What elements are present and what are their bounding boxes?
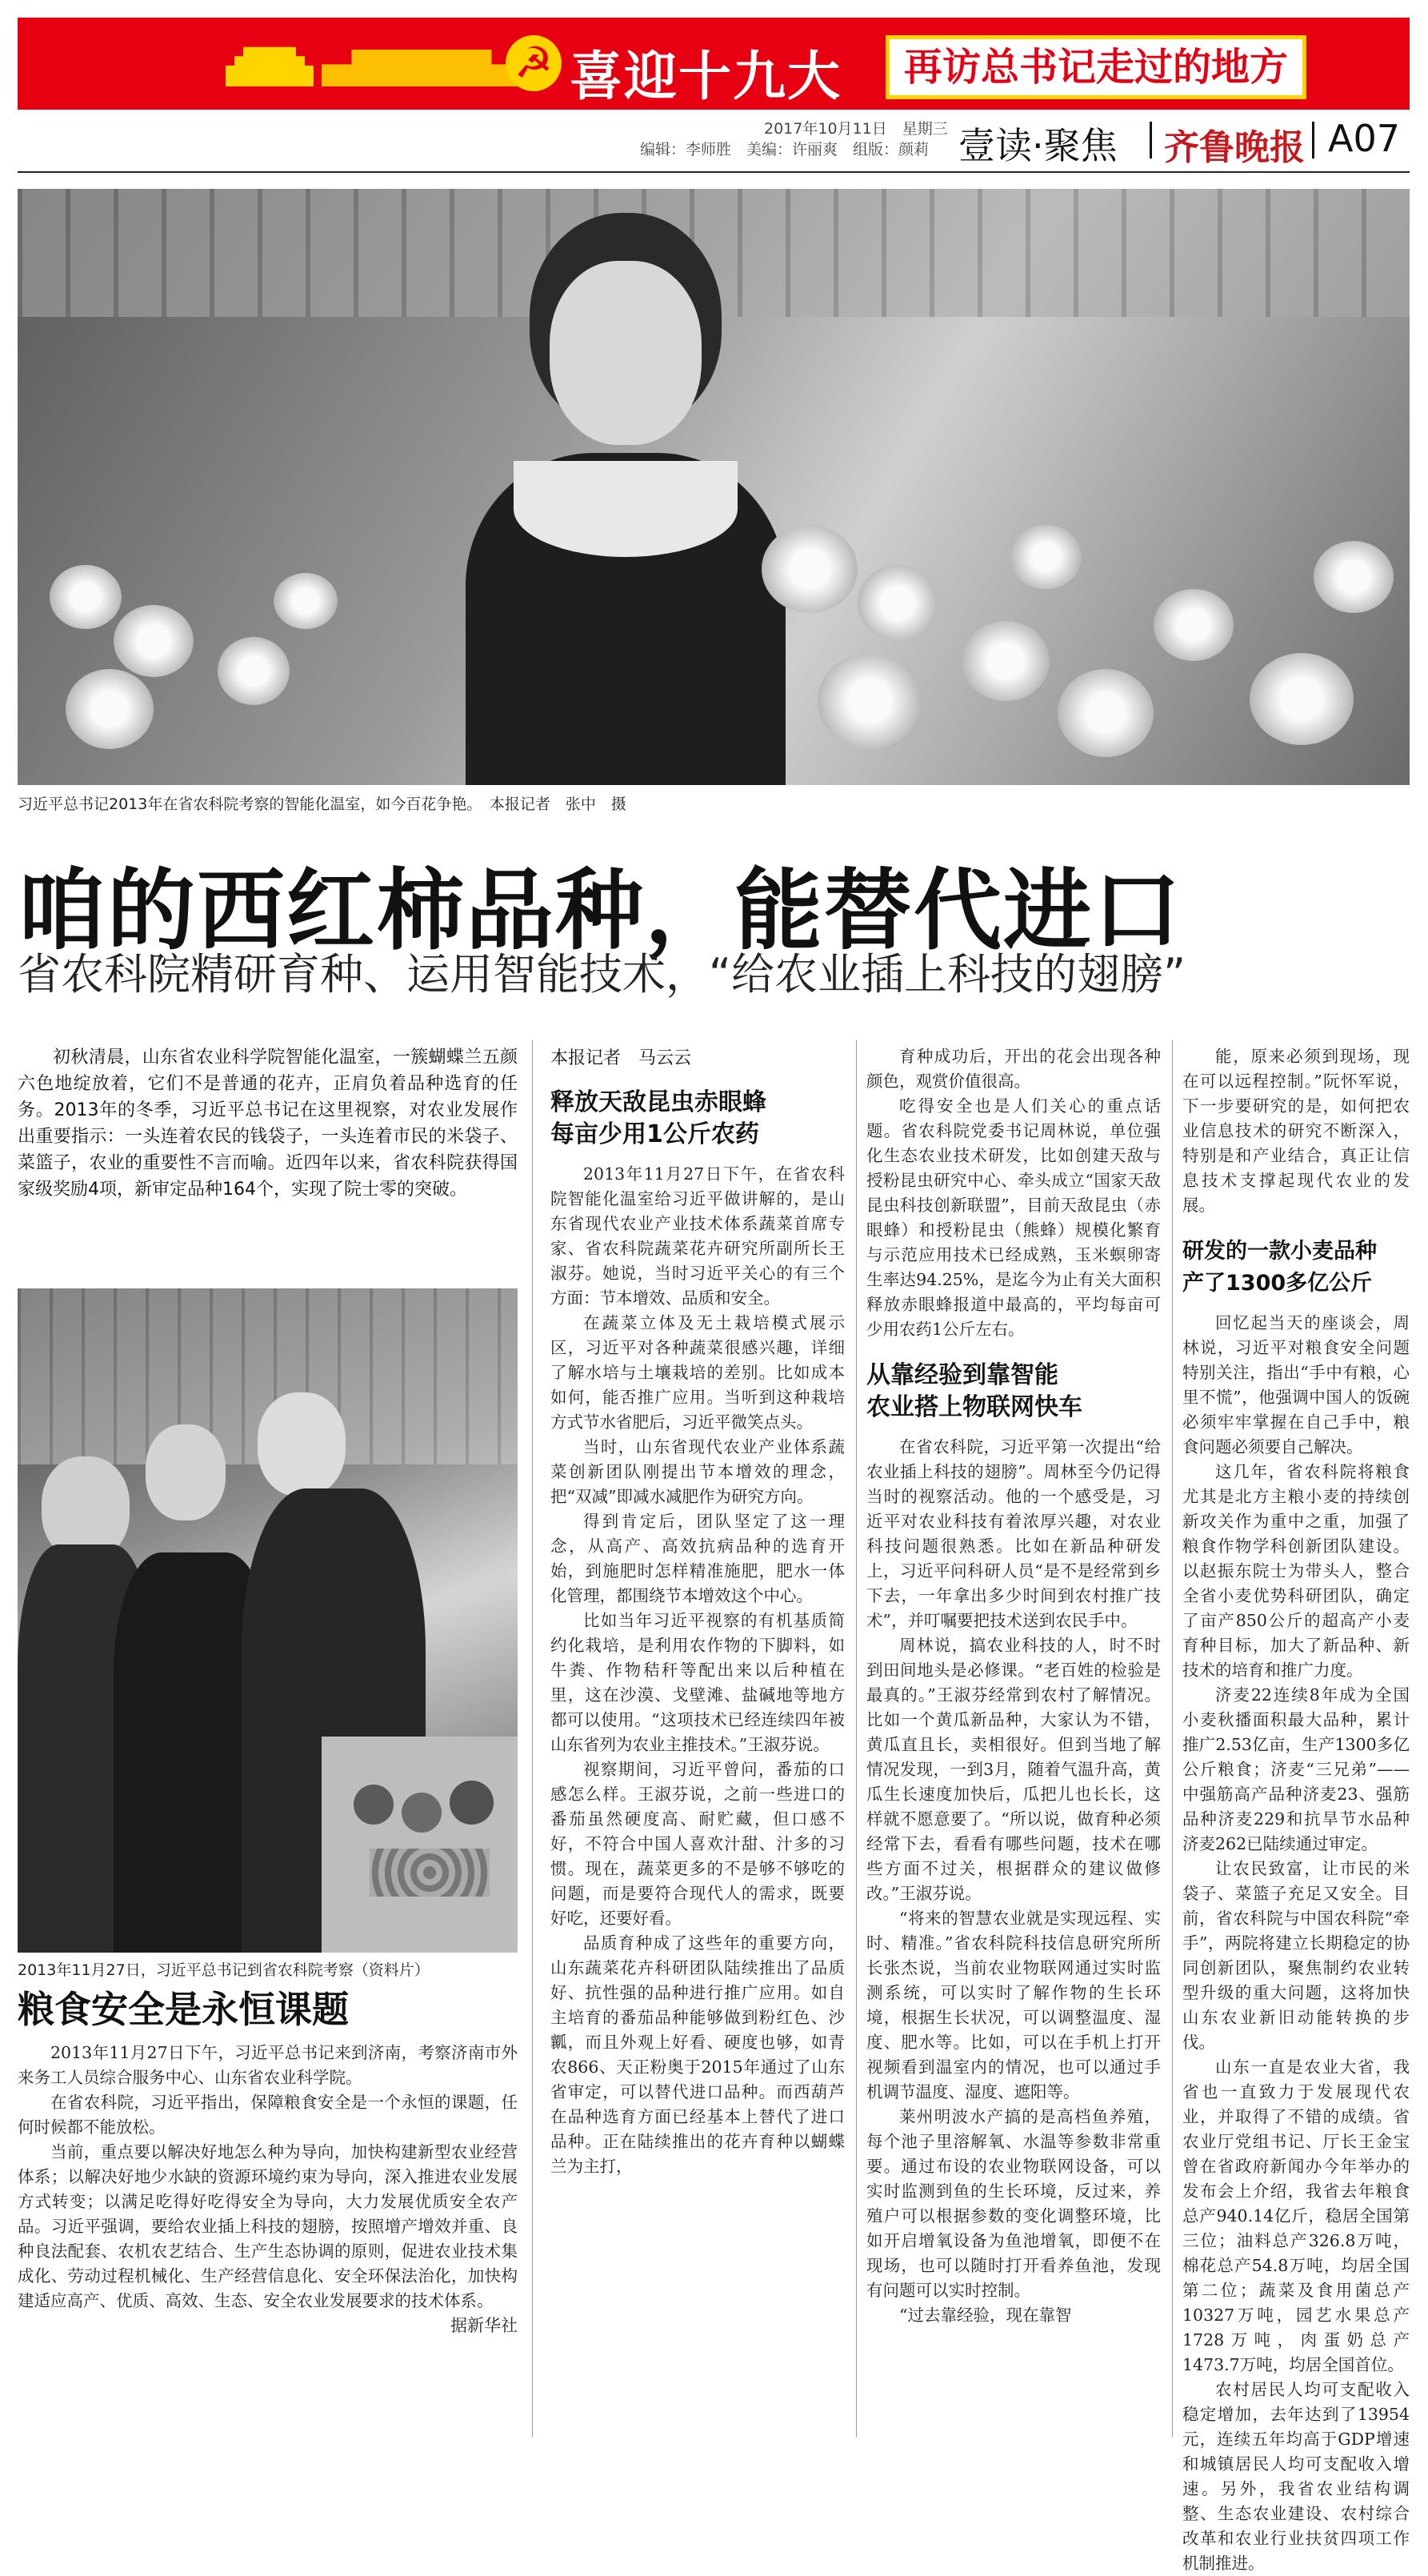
article-paragraph: 吃得安全也是人们关心的重点话题。省农科院党委书记周林说，单位强化生态农业技术研发，比如创建天敌与授粉昆虫研究中心、牵头成立“国家天敌昆虫科技创新联盟”，目前天敌昆虫（赤眼蜂）和授粉昆虫（熊蜂）规模化繁育与示范应用技术已经成熟，玉米螟卵寄生率达94.25%，是迄今为止有关大面积释放赤眼蜂报道中最高的，平均每亩可少用农药1公斤左右。 [866,1096,1161,1339]
section-head-2: 从靠经验到靠智能 农业搭上物联网快车 [866,1361,1082,1421]
article-paragraph: 济麦22连续8年成为全国小麦秋播面积最大品种，累计推广2.53亿亩，生产1300多亿公斤粮食；济麦“三兄弟”——中强筋高产品种济麦23、强筋品种济麦229和抗旱节水品种济麦262已陆续通过审定。 [1182,1685,1410,1853]
article-paragraph: “过去靠经验，现在靠智 [899,2306,1072,2325]
article-paragraph: 回忆起当天的座谈会，周林说，习近平对粮食安全问题特别关注，指出“手中有粮，心里不慌”，他强调中国人的饭碗必须牢牢掌握在自己手中，粮食问题必须要自己解决。 [1182,1313,1410,1456]
column-3 [866,1044,1161,2328]
newspaper-name: 齐鲁晚报 [1164,127,1305,168]
section-head-1: 释放天敌昆虫赤眼蜂 每亩少用1公斤农药 [550,1088,766,1148]
article-paragraph: 视察期间，习近平曾问，番茄的口感怎么样。王淑芬说，之前一些进口的番茄虽然硬度高、耐贮藏，但口感不好，不符合中国人喜欢汁甜、汁多的习惯。现在，蔬菜更多的不是够不够吃的问题，而是要符合现代人的需求，既要好吃，还要好看。 [550,1760,845,1928]
column-rule [856,1040,857,2437]
sidebar-title: 粮食安全是永恒课题 [18,1988,349,2031]
article-paragraph: 莱州明波水产搞的是高档鱼养殖，每个池子里溶解氧、水温等参数非常重要。通过布设的农业物联网设备，可以实时监测到鱼的生长环境，反过来，养殖户可以根据参数的变化调整环境，比如开启增氧设备为鱼池增氧，即便不在现场，也可以随时打开看养鱼池，发现有问题可以实时控制。 [866,2107,1161,2300]
article-paragraph: 让农民致富，让市民的米袋子、菜篮子充足又安全。目前，省农科院与中国农科院“牵手”，两院将建立长期稳定的协同创新团队，聚焦制约农业转型升级的重大问题，这将加快山东农业新旧动能转换的步伐。 [1182,1859,1410,2052]
byline: 本报记者 马云云 [550,1048,692,1068]
article-paragraph: 在省农科院，习近平第一次提出“给农业插上科技的翅膀”。周林至今仍记得当时的视察活动。他的一个感受是，习近平对农业科技有着浓厚兴趣，对农业科技问题很熟悉。比如在新品种研发上，习近平问科研人员“是不是经常到乡下去，一年拿出多少时间到农村推广技术”，并叮嘱要把技术送到农民手中。 [866,1437,1161,1630]
article-paragraph: 比如当年习近平视察的有机基质简约化栽培，是利用农作物的下脚料，如牛粪、作物秸秆等配出来以后种植在里，这在沙漠、戈壁滩、盐碱地等地方都可以使用。“这项技术已经连续四年被山东省列为农业主推技术。”王淑芬说。 [550,1611,845,1754]
sidebar-paragraph: 在省农科院，习近平指出，保障粮食安全是一个永恒的课题，任何时候都不能放松。 [18,2093,518,2137]
column-rule [1172,1040,1173,2437]
article-paragraph: 山东一直是农业大省，我省也一直致力于发展现代农业，并取得了不错的成绩。省农业厅党组书记、厅长王金宝曾在省政府新闻办今年举办的发布会上介绍，我省去年粮食总产940.14亿斤，稳居全国第三位；油料总产326.8万吨，棉花总产54.8万吨，均居全国第二位；蔬菜及食用菌总产10327万吨，园艺水果总产1728万吨，肉蛋奶总产1473.7万吨，均居全国首位。 [1182,2057,1410,2374]
article-paragraph: 能，原来必须到现场，现在可以远程控制。”阮怀军说，下一步要研究的是，如何把农业信息技术的研究不断深入，特别是和产业结合，真正让信息技术支撑起现代农业的发展。 [1182,1047,1410,1215]
header-rule [18,171,1410,173]
column-4 [1182,1044,1410,2576]
column-2 [550,1044,845,2179]
top-banner [18,18,1410,110]
lead-paragraph [18,1044,518,1203]
article-paragraph: 农村居民人均可支配收入稳定增加，去年达到了13954元，连续五年均高于GDP增速和城镇居民人均可支配收入增速。另外，我省农业结构调整、生态农业建设、农村综合改革和农业行业扶贫四项工作机制推进。 [1182,2380,1410,2573]
photo2-caption: 2013年11月27日，习近平总书记到省农科院考察（资料片） [18,1961,430,1979]
section-head-3: 研发的一款小麦品种 产了1300多亿公斤 [1182,1239,1377,1296]
column-4-body-b [1182,1311,1410,2576]
page-number: A07 [1328,117,1401,160]
sidebar-paragraph: 当前，重点要以解决好地怎么种为导向，加快构建新型农业经营体系；以解决好地少水缺的资源环境约束为导向，深入推进农业发展方式转变；以满足吃得好吃得安全为导向，大力发展优质安全农产品。习近平强调，要给农业插上科技的翅膀，按照增产增效并重、良种良法配套、农机农艺结合、生产生态协调的原则，促进农业技术集成化、劳动过程机械化、生产经营信息化、安全环保法治化，加快构建适应高产、优质、高效、生态、安全农业发展要求的技术体系。 [18,2142,518,2310]
article-paragraph: 这几年，省农科院将粮食尤其是北方主粮小麦的持续创新攻关作为重中之重，加强了粮食作物学科创新团队建设。以赵振东院士为带头人，整合全省小麦优势科研团队，确定了亩产850公斤的超高产小麦育种目标，加大了新品种、新技术的培育和推广力度。 [1182,1462,1410,1680]
photo1-caption: 习近平总书记2013年在省农科院考察的智能化温室，如今百花争艳。 本报记者 张中 摄 [18,795,626,813]
article-paragraph: 品质育种成了这些年的重要方向，山东蔬菜花卉科研团队陆续推出了品质好、抗性强的品种进行推广应用。如自主培育的番茄品种能够做到粉红色、沙瓤，而且外观上好看、硬度也够，如青农866、天正粉奥于2015年通过了山东省审定，可以替代进口品种。而西葫芦在品种选育方面已经基本上替代了进口品种。正在陆续推出的花卉育种以蝴蝶兰为主打， [550,1933,845,2176]
section-title: 壹读·聚焦 [958,124,1118,167]
article-paragraph: 育种成功后，开出的花会出现各种颜色，观赏价值很高。 [866,1047,1161,1091]
column-3-body-a [866,1044,1161,1342]
sidebar-paragraph: 2013年11月27日下午，习近平总书记来到济南，考察济南市外来务工人员综合服务中心、山东省农业科学院。 [18,2043,518,2087]
header-divider [1150,122,1152,158]
column-4-body-a [1182,1044,1410,1218]
column-2-body [550,1162,845,2179]
article-paragraph: 周林说，搞农业科技的人，时不时到田间地头是必修课。“老百姓的检验是最真的。”王淑芬经常到农村了解情况。比如一个黄瓜新品种，大家认为不错，黄瓜直且长，卖相很好。但到当地了解情况发现，一到3月，随着气温升高，黄瓜生长速度加快后，瓜把儿也长长，这样就不愿意要了。“所以说，做育种必须经常下去，看看有哪些问题，技术在哪些方面不过关，根据群众的建议做修改。”王淑芬说。 [866,1636,1161,1903]
party-emblem-icon: ☭ [506,35,562,91]
sidebar-body [18,2041,518,2338]
banner-slogan: 喜迎十九大 [570,46,842,107]
tiananmen-icon [226,40,314,86]
column-3-body-b [866,1435,1161,2328]
gate-silhouette-icon [322,50,522,86]
inspection-photo [18,1288,518,1953]
article-paragraph: 在蔬菜立体及无土栽培模式展示区，习近平对各种蔬菜很感兴趣，详细了解水培与土壤栽培的差别。比如成本如何，能否推广应用。当听到这种栽培方式节水省肥后，习近平微笑点头。 [550,1313,845,1432]
greenhouse-photo [18,189,1410,785]
issue-date: 2017年10月11日 星期三 [764,120,948,138]
article-paragraph: “将来的智慧农业就是实现远程、实时、精准。”省农科院科技信息研究所所长张杰说，当前农业物联网通过实时监测系统，可以实时了解作物的生长环境，根据生长状况，可以调整温度、湿度、肥水等。比如，可以在手机上打开视频看到温室内的情况，也可以通过手机调节温度、湿度、遮阳等。 [866,1909,1161,2101]
article-paragraph: 2013年11月27日下午，在省农科院智能化温室给习近平做讲解的，是山东省现代农业产业技术体系蔬菜首席专家、省农科院蔬菜花卉研究所副所长王淑芬。她说，当时习近平关心的有三个方面：节本增效、品质和安全。 [550,1164,845,1308]
article-paragraph: 得到肯定后，团队坚定了这一理念，从高产、高效抗病品种的选育开始，到施肥时怎样精准施肥，肥水一体化管理，都围绕节本增效这个中心。 [550,1512,845,1605]
article-paragraph: 当时，山东省现代农业产业体系蔬菜创新团队刚提出节本增效的理念，把“双减”即减水减肥作为研究方向。 [550,1437,845,1506]
lead-text: 初秋清晨，山东省农业科学院智能化温室，一簇蝴蝶兰五颜六色地绽放着，它们不是普通的花卉，正肩负着品种选育的任务。2013年的冬季，习近平总书记在这里视察，对农业发展作出重要指示：一头连着农民的钱袋子，一头连着市民的米袋子、菜篮子，农业的重要性不言而喻。近四年以来，省农科院获得国家级奖励4项，新审定品种164个，实现了院士零的突破。 [18,1048,518,1200]
banner-subtitle: 再访总书记走过的地方 [886,35,1306,99]
main-headline: 咱的西红柿品种，能替代进口 [18,859,1182,962]
column-rule [532,1040,533,2437]
header-divider [1312,122,1314,158]
sidebar-source: 据新华社 [450,2316,518,2335]
editor-credits: 编辑：李师胜 美编：许丽爽 组版：颜莉 [640,141,930,158]
sub-headline: 省农科院精研育种、运用智能技术，“给农业插上科技的翅膀” [18,949,1186,1000]
